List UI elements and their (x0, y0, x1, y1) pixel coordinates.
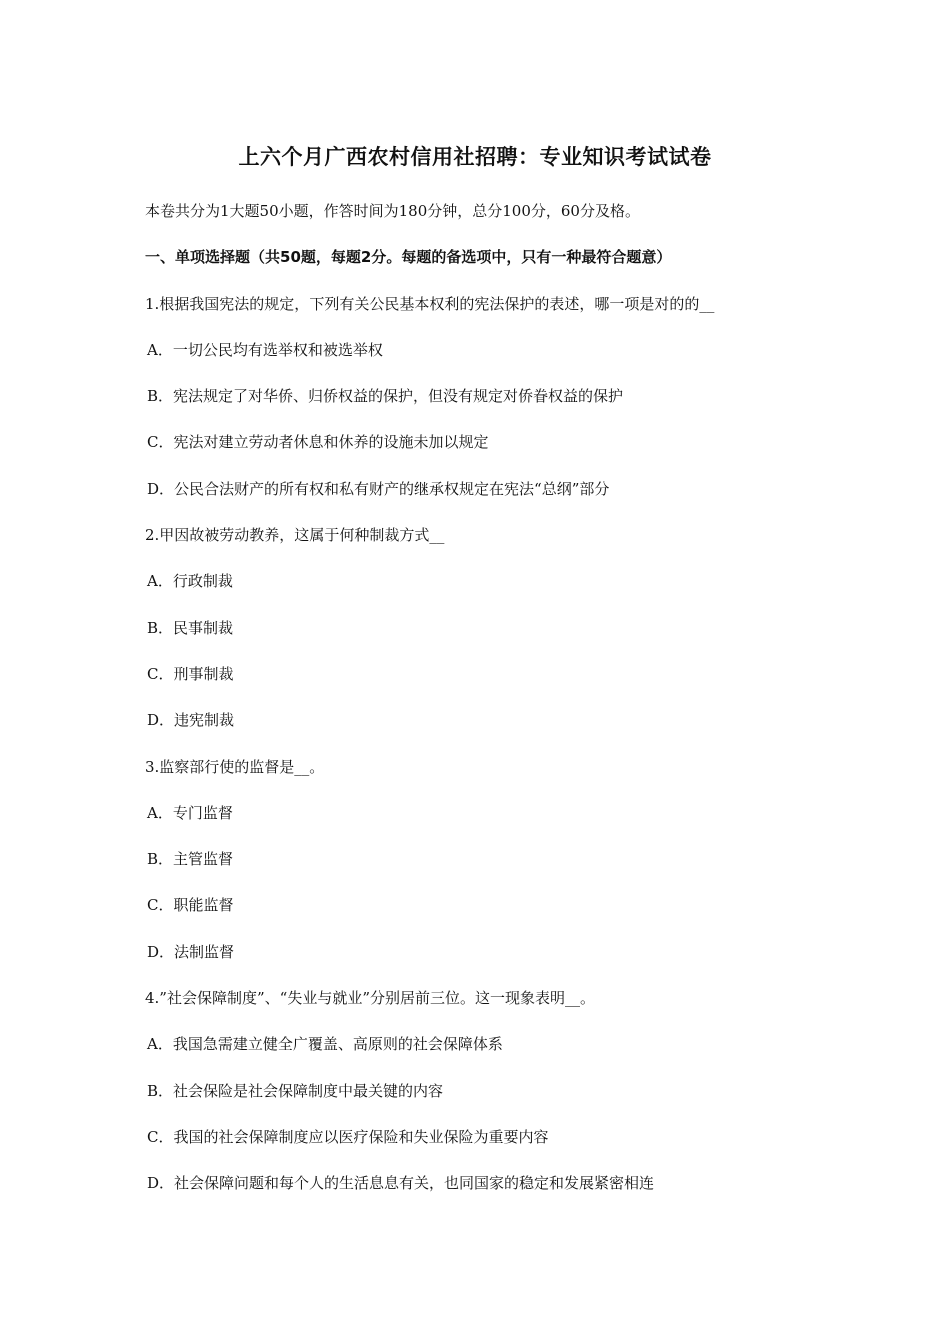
page-title: 上六个月广西农村信用社招聘：专业知识考试试卷 (238, 145, 712, 169)
option-a: A．我国急需建立健全广覆盖、高原则的社会保障体系 (147, 1035, 503, 1054)
option-a: A．行政制裁 (147, 572, 233, 591)
question-stem: 2.甲因故被劳动教养，这属于何种制裁方式__ (145, 526, 445, 545)
question-stem: 4.”社会保障制度”、“失业与就业”分别居前三位。这一现象表明__。 (145, 989, 595, 1008)
option-d: D．公民合法财产的所有权和私有财产的继承权规定在宪法“总纲”部分 (147, 479, 610, 498)
option-d: D．社会保障问题和每个人的生活息息有关，也同国家的稳定和发展紧密相连 (147, 1174, 655, 1193)
option-a: A．专门监督 (147, 803, 233, 822)
option-c: C．刑事制裁 (147, 664, 234, 683)
question-4 (145, 986, 825, 1217)
option-c: C．职能监督 (147, 896, 234, 915)
option-c: C．我国的社会保障制度应以医疗保险和失业保险为重要内容 (147, 1127, 549, 1146)
section-heading: 一、单项选择题（共50题，每题2分。每题的备选项中，只有一种最符合题意） (145, 248, 672, 267)
question-stem: 3.监察部行使的监督是__。 (145, 757, 325, 776)
option-b: B．社会保险是社会保障制度中最关键的内容 (147, 1081, 444, 1100)
option-d: D．法制监督 (147, 942, 235, 961)
question-2 (145, 523, 825, 754)
question-stem: 1.根据我国宪法的规定，下列有关公民基本权利的宪法保护的表述，哪一项是对的的__ (145, 294, 715, 313)
option-b: B．宪法规定了对华侨、归侨权益的保护，但没有规定对侨眷权益的保护 (147, 387, 624, 406)
option-b: B．民事制裁 (147, 618, 234, 637)
option-d: D．违宪制裁 (147, 711, 235, 730)
exam-body (145, 199, 825, 1218)
option-a: A．一切公民均有选举权和被选举权 (147, 340, 383, 359)
exam-intro: 本卷共分为1大题50小题，作答时间为180分钟，总分100分，60分及格。 (145, 202, 640, 220)
question-1 (145, 292, 825, 523)
option-c: C．宪法对建立劳动者休息和休养的设施未加以规定 (147, 433, 489, 452)
option-b: B．主管监督 (147, 850, 234, 869)
question-3 (145, 755, 825, 986)
